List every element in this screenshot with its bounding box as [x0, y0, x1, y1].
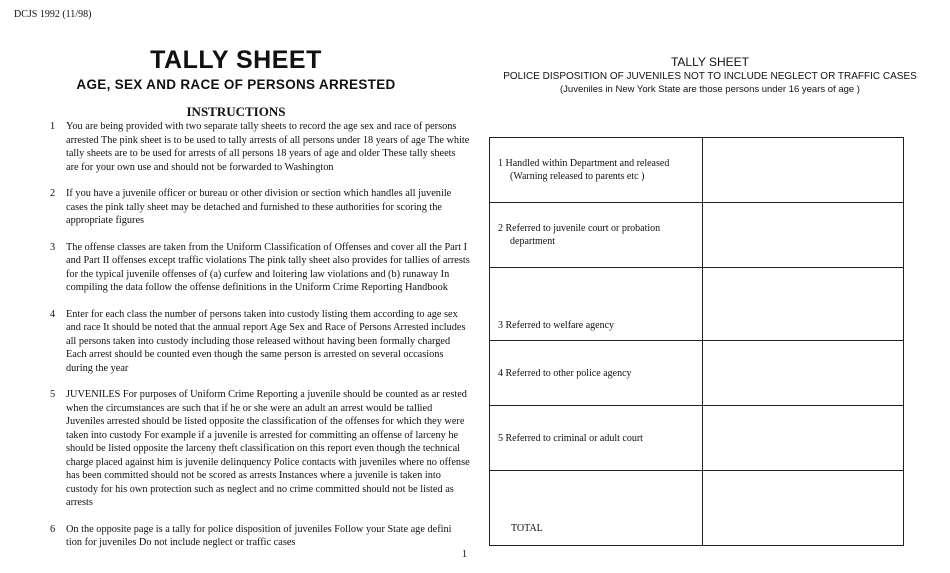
- disposition-label: [490, 203, 703, 268]
- instruction-item: [50, 241, 470, 295]
- instruction-text: JUVENILES For purposes of Uniform Crime Reporting a juvenile should be counted as ar rested when the circumstances are such that if he or she were an adult an arrest would be tallied Juveniles arrested should be listed opposite the classification of the offenses for which they were taken into custody For example if a juvenile is arrested for committing an offense of larceny he should be listed opposite the larceny theft classification on this report even though the technical charge placed against him is juvenile delinquency Police contacts with juveniles where no offense has been committed should not be scored as arrests Instances where a juvenile is taken into custody for his own protection such as neglect and no crime committed should not be listed as arrests: [66, 389, 470, 508]
- disposition-label-line: 1 Handled within Department and released: [498, 158, 670, 169]
- instructions-list: [50, 120, 470, 563]
- disposition-label-line: 2 Referred to juvenile court or probation: [498, 223, 661, 234]
- tally-entry-cell[interactable]: [703, 341, 904, 406]
- disposition-label-line: 3 Referred to welfare agency: [498, 320, 615, 331]
- instruction-text: Enter for each class the number of persons taken into custody listing them according to age sex and race It should be noted that the annual report Age Sex and Race of Persons Arrested includes all persons taken into custody including those released without having been formally charged Each arrest should be counted even though the same person is arrested on several occasions during the year: [66, 308, 466, 374]
- tally-entry-cell[interactable]: [703, 406, 904, 471]
- table-row: [490, 406, 904, 471]
- table-row: [490, 471, 904, 546]
- instruction-number: 1: [50, 121, 56, 132]
- disposition-tally-table: [489, 137, 904, 546]
- instruction-number: 2: [50, 188, 56, 199]
- instruction-number: 5: [50, 389, 56, 400]
- tally-entry-cell[interactable]: [703, 138, 904, 203]
- left-title: TALLY SHEET: [150, 46, 322, 74]
- table-row: [490, 268, 904, 341]
- instruction-number: 4: [50, 308, 56, 320]
- juvenile-age-note: (Juveniles in New York State are those persons under 16 years of age ): [560, 84, 860, 95]
- table-row: [490, 138, 904, 203]
- instructions-heading: INSTRUCTIONS: [186, 104, 286, 119]
- disposition-label: [490, 138, 703, 203]
- instruction-item: [50, 120, 470, 174]
- disposition-label-line: 4 Referred to other police agency: [498, 367, 632, 379]
- left-subtitle: AGE, SEX AND RACE OF PERSONS ARRESTED: [76, 77, 396, 92]
- instruction-text: The offense classes are taken from the Uniform Classification of Offenses and cover all the Part I and Part II offenses except traffic violations The pink tally sheet also provides for tallies of arrests for the typical juvenile offenses of (a) curfew and loitering law violations and (b) runaway In compiling the data follow the offense definitions in the Uniform Crime Reporting Handbook: [66, 241, 470, 293]
- disposition-label-line: 5 Referred to criminal or adult court: [498, 432, 643, 444]
- tally-entry-cell[interactable]: [703, 203, 904, 268]
- table-row: [490, 341, 904, 406]
- instruction-item: [50, 523, 470, 550]
- right-title: TALLY SHEET: [670, 55, 750, 69]
- instruction-text: On the opposite page is a tally for police disposition of juveniles Follow your State age defini tion for juveniles Do not include neglect or traffic cases: [66, 523, 452, 548]
- instruction-number: 6: [50, 523, 56, 535]
- tally-entry-cell[interactable]: [703, 268, 904, 341]
- total-entry-cell[interactable]: [703, 471, 904, 546]
- form-id: DCJS 1992 (11/98): [14, 9, 92, 20]
- instruction-item: [50, 308, 470, 376]
- disposition-label: [490, 406, 703, 471]
- disposition-label: [490, 268, 703, 341]
- total-label: TOTAL: [490, 471, 703, 546]
- instruction-text: You are being provided with two separate tally sheets to record the age sex and race of persons arrested The pink sheet is to be used to tally arrests of all persons under 18 years of age The white tally sheets are to be used for arrests of all persons 18 years of age and older These tally sheets are for your own use and should not be forwarded to Washington: [66, 121, 470, 173]
- table-row: [490, 203, 904, 268]
- disposition-label: [490, 341, 703, 406]
- disposition-label-line: department: [510, 236, 555, 247]
- instruction-item: [50, 388, 470, 510]
- disposition-label-line: (Warning released to parents etc ): [510, 171, 645, 182]
- instruction-number: 3: [50, 241, 56, 253]
- page-number: 1: [462, 549, 467, 560]
- instruction-item: [50, 187, 470, 228]
- right-subtitle: POLICE DISPOSITION OF JUVENILES NOT TO INCLUDE NEGLECT OR TRAFFIC CASES: [503, 71, 917, 82]
- instruction-text: If you have a juvenile officer or bureau or other division or section which handles all juvenile cases the pink tally sheet may be detached and furnished to these authorities for scoring the appropriate figures: [66, 188, 452, 226]
